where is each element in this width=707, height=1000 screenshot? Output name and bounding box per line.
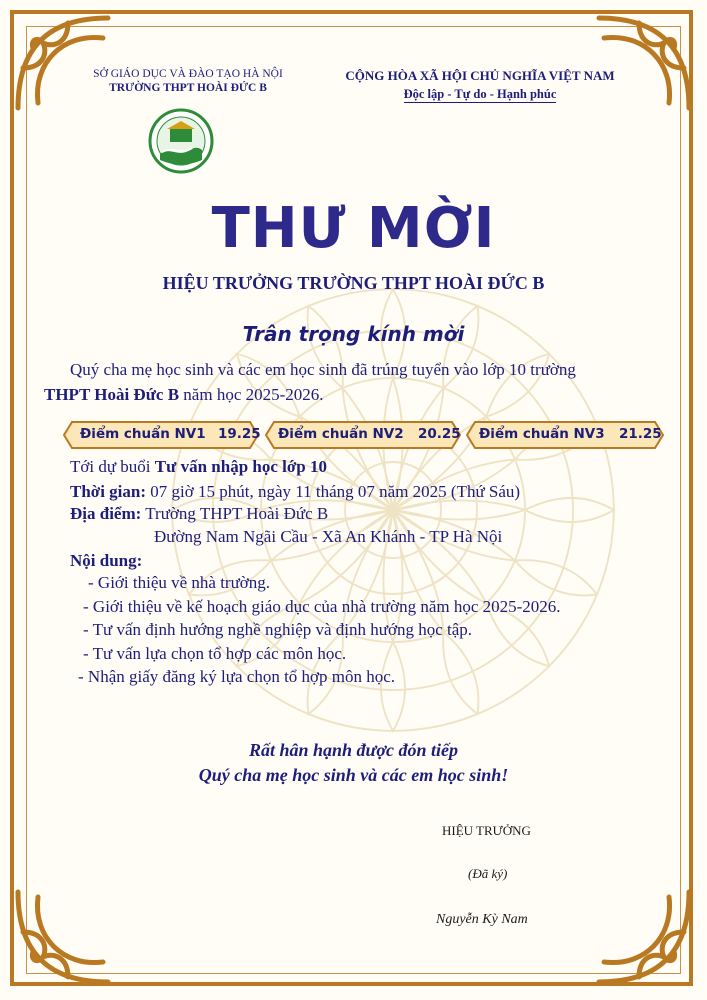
list-item: - Tư vấn định hướng nghề nghiệp và định hướng học tập.	[83, 620, 473, 639]
school-name: TRƯỜNG THPT HOÀI ĐỨC B	[109, 82, 267, 94]
signer-role: HIỆU TRƯỞNG	[442, 823, 531, 838]
place-value: Trường THPT Hoài Đức B	[141, 504, 329, 523]
event-prefix: Tới dự buổi	[70, 457, 155, 476]
department-name: SỞ GIÁO DỤC VÀ ĐÀO TẠO HÀ NỘI	[93, 68, 283, 80]
closing-line-1: Rất hân hạnh được đón tiếp	[249, 740, 458, 760]
event-name: Tư vấn nhập học lớp 10	[154, 457, 327, 476]
time-line	[70, 482, 520, 502]
score-label: Điểm chuẩn NV2	[278, 426, 404, 442]
corner-ornament-icon	[8, 882, 118, 992]
corner-ornament-icon	[8, 8, 118, 118]
list-item: - Tư vấn lựa chọn tổ hợp các môn học.	[83, 644, 347, 663]
content-heading: Nội dung:	[70, 551, 143, 570]
event-line	[70, 457, 327, 477]
school-logo-icon	[148, 108, 214, 174]
score-badge-nv2	[264, 420, 462, 450]
page-title: THƯ MỜI	[211, 196, 496, 261]
score-badge-nv3	[465, 420, 665, 450]
signed-note: (Đã ký)	[468, 866, 508, 881]
score-badge-nv1	[62, 420, 260, 450]
header-right	[320, 68, 640, 103]
intro-year: năm học 2025-2026.	[179, 385, 324, 404]
time-label: Thời gian:	[70, 482, 147, 501]
score-value: 19.25	[218, 426, 261, 442]
list-item: - Giới thiệu về nhà trường.	[88, 573, 271, 592]
address-line: Đường Nam Ngãi Cầu - Xã An Khánh - TP Hà Nội	[154, 527, 503, 546]
time-value: 07 giờ 15 phút, ngày 11 tháng 07 năm 2025 (Thứ Sáu)	[146, 482, 521, 501]
score-label: Điểm chuẩn NV3	[479, 426, 605, 442]
closing-line-2: Quý cha mẹ học sinh và các em học sinh!	[198, 765, 509, 785]
place-line	[70, 504, 328, 524]
country-name: CỘNG HÒA XÃ HỘI CHỦ NGHĨA VIỆT NAM	[345, 68, 615, 83]
page-subtitle: HIỆU TRƯỞNG TRƯỜNG THPT HOÀI ĐỨC B	[162, 273, 545, 293]
intro-line-1: Quý cha mẹ học sinh và các em học sinh đã trúng tuyển vào lớp 10 trường	[70, 360, 576, 379]
score-value: 21.25	[619, 426, 662, 442]
signer-name: Nguyễn Kỳ Nam	[436, 912, 528, 927]
motto: Độc lập - Tự do - Hạnh phúc	[403, 87, 557, 101]
place-label: Địa điểm:	[70, 504, 142, 523]
intro-line-2	[44, 385, 324, 405]
corner-ornament-icon	[589, 882, 699, 992]
score-value: 20.25	[418, 426, 461, 442]
header-left	[88, 68, 288, 94]
intro-school: THPT Hoài Đức B	[44, 385, 180, 404]
list-item: - Giới thiệu về kế hoạch giáo dục của nhà trường năm học 2025-2026.	[83, 597, 561, 616]
score-label: Điểm chuẩn NV1	[80, 426, 206, 442]
list-item: - Nhận giấy đăng ký lựa chọn tổ hợp môn học.	[78, 667, 396, 686]
greeting: Trân trọng kính mời	[242, 322, 465, 346]
